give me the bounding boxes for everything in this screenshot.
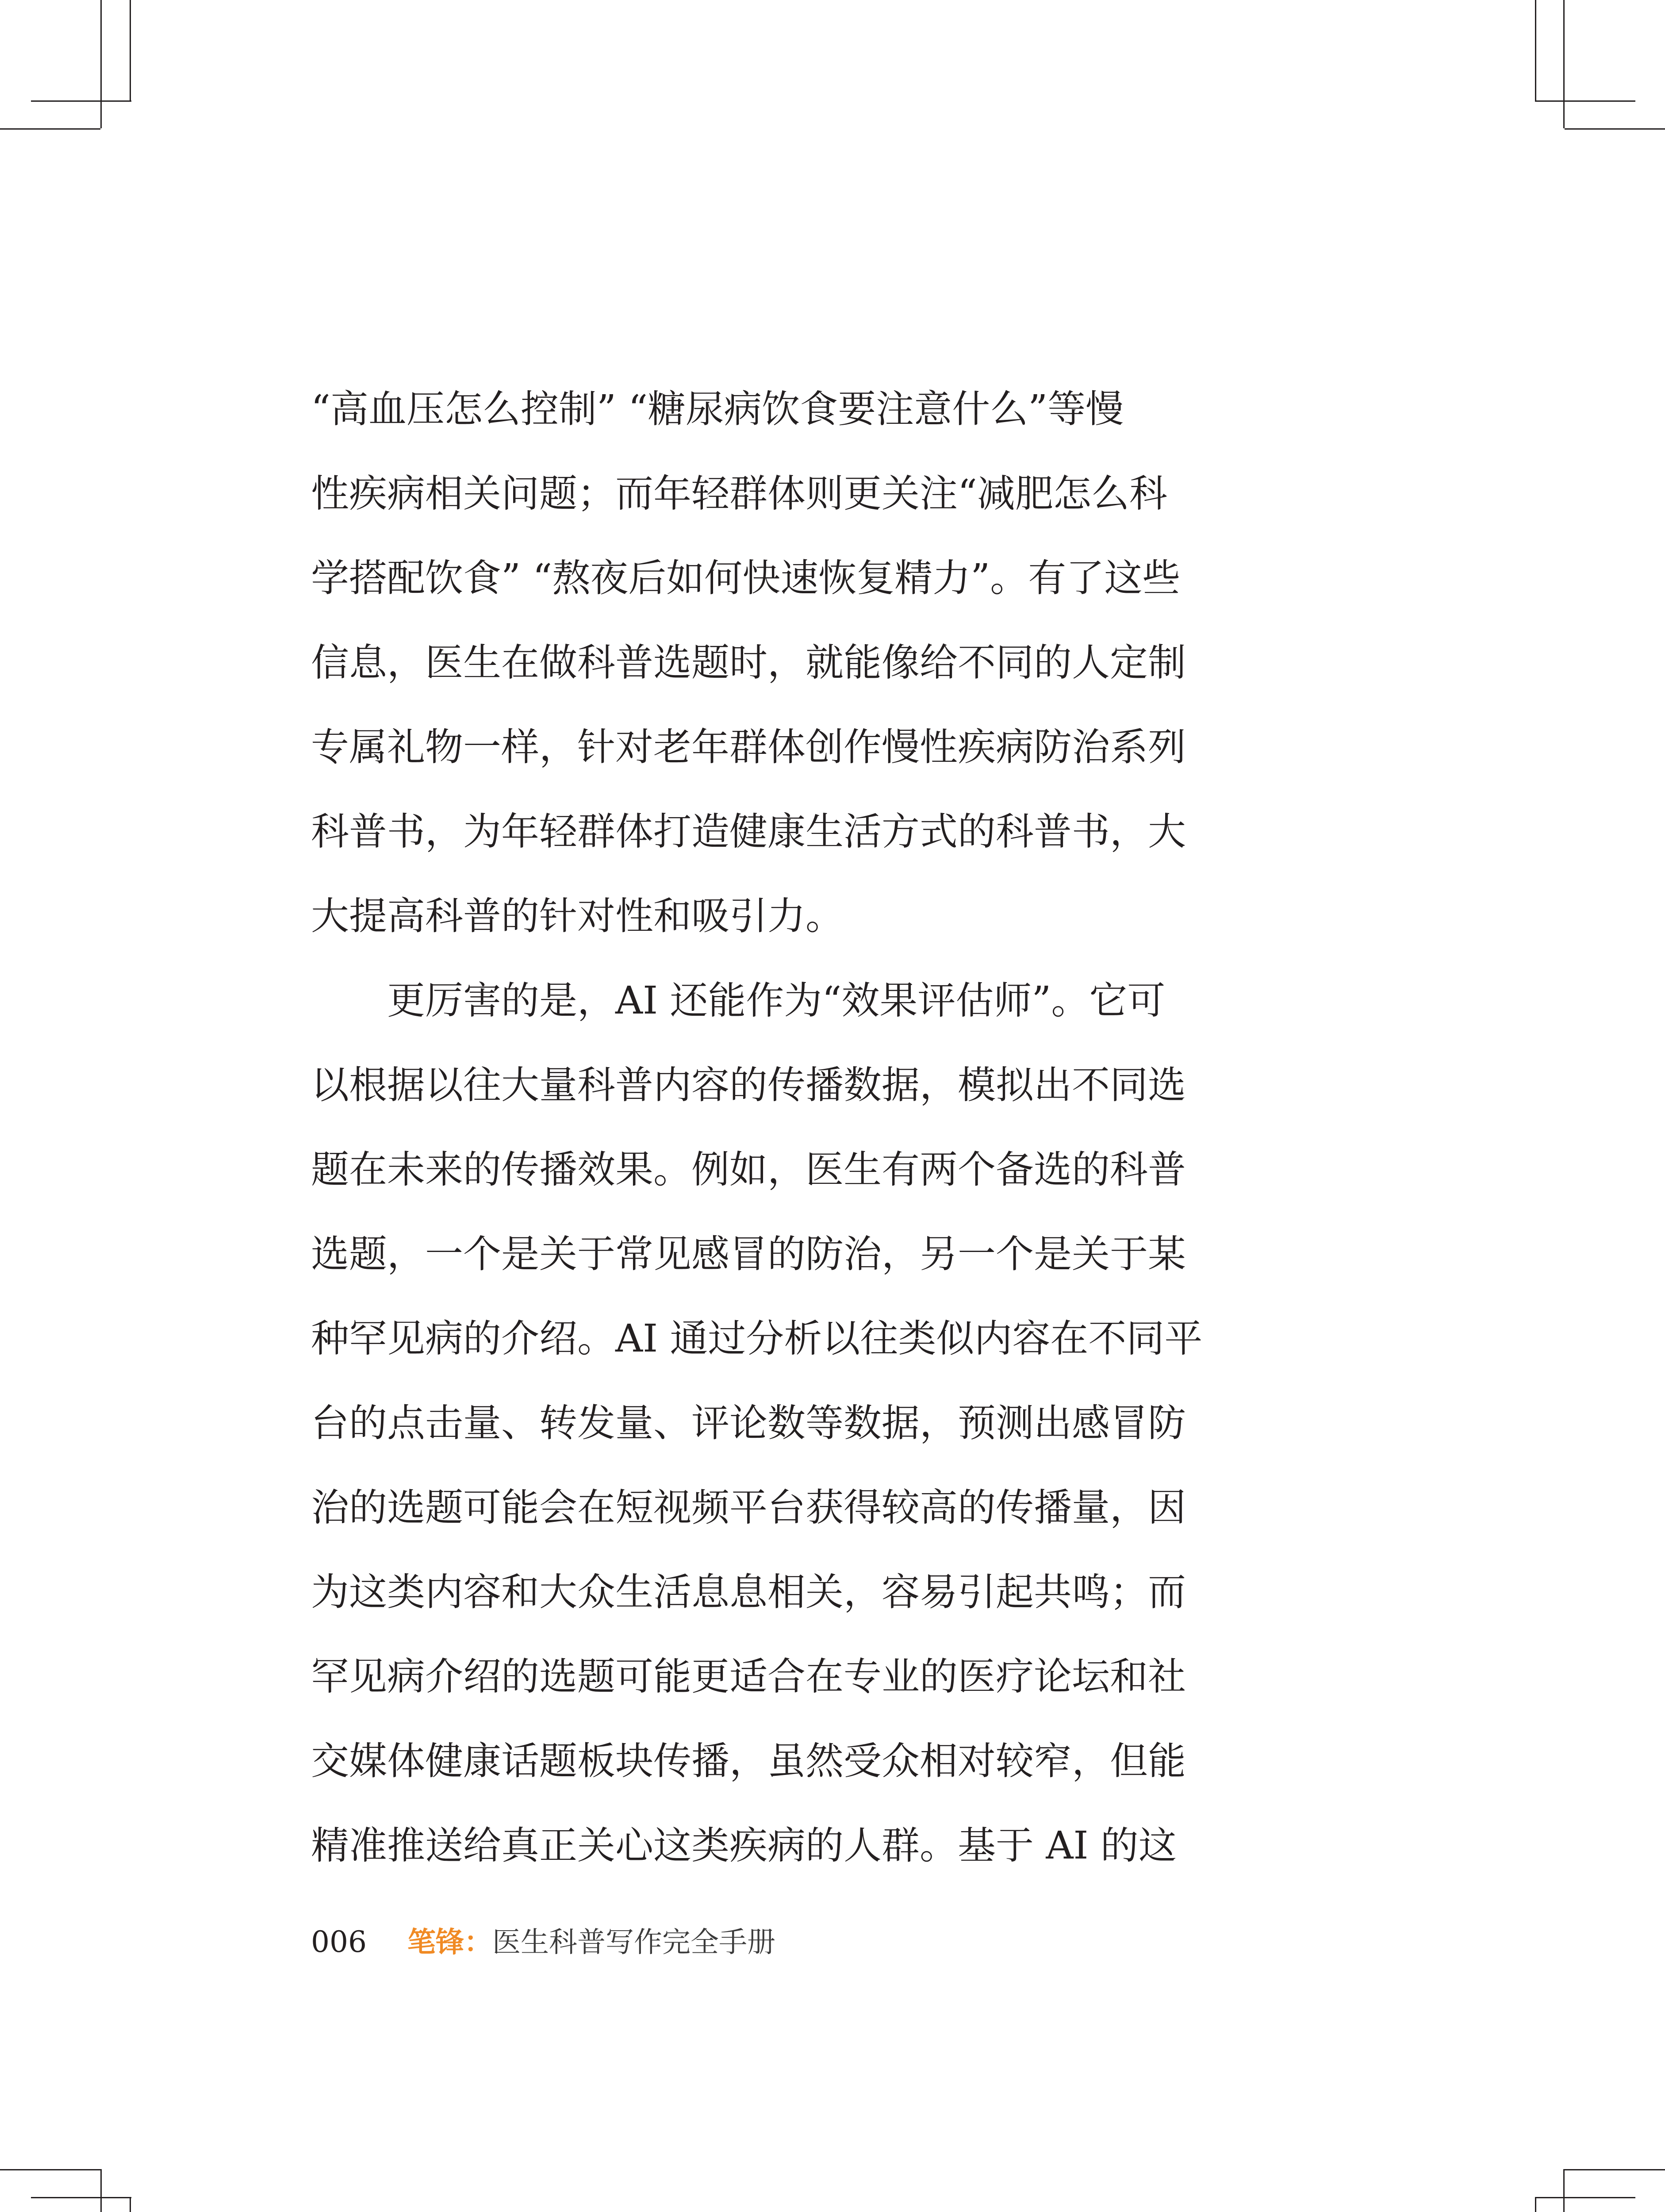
paragraph-2-line-6: 台的点击量、转发量、评论数等数据，预测出感冒防 (311, 1401, 1186, 1445)
crop-mark-bottom-right-h2 (1535, 2197, 1635, 2198)
paragraph-1-line-6: 科普书，为年轻群体打造健康生活方式的科普书，大 (311, 810, 1186, 854)
paragraph-2-line-4: 选题，一个是关于常见感冒的防治，另一个是关于某 (311, 1232, 1186, 1276)
crop-mark-top-left-v (100, 0, 102, 128)
crop-mark-bottom-right-v2 (1535, 2197, 1536, 2212)
paragraph-1-line-3: 学搭配饮食” “熬夜后如何快速恢复精力”。有了这些 (311, 556, 1181, 600)
page-number: 006 (311, 1925, 367, 1959)
crop-mark-bottom-right-h (1565, 2169, 1665, 2170)
paragraph-1-line-4: 信息，医生在做科普选题时，就能像给不同的人定制 (311, 641, 1186, 685)
paragraph-1-line-1: “高血压怎么控制” “糖尿病饮食要注意什么”等慢 (311, 387, 1124, 431)
crop-mark-top-left-h (0, 128, 100, 130)
crop-mark-top-left-v2 (130, 0, 131, 102)
crop-mark-top-right-h2 (1535, 100, 1635, 102)
paragraph-1-line-2: 性疾病相关问题；而年轻群体则更关注“减肥怎么科 (311, 472, 1167, 516)
paragraph-2-line-7: 治的选题可能会在短视频平台获得较高的传播量，因 (311, 1486, 1186, 1530)
paragraph-2-line-3: 题在未来的传播效果。例如，医生有两个备选的科普 (311, 1148, 1186, 1192)
paragraph-2-line-11: 精准推送给真正关心这类疾病的人群。基于 AI 的这 (311, 1824, 1177, 1868)
paragraph-2-line-1: 更厉害的是，AI 还能作为“效果评估师”。它可 (387, 979, 1166, 1023)
paragraph-2-line-8: 为这类内容和大众生活息息相关，容易引起共鸣；而 (311, 1570, 1186, 1614)
book-brand: 笔锋： (407, 1926, 492, 1959)
paragraph-2-line-5: 种罕见病的介绍。AI 通过分析以往类似内容在不同平 (311, 1317, 1203, 1361)
crop-mark-top-right-v (1563, 0, 1565, 128)
paragraph-2-line-9: 罕见病介绍的选题可能更适合在专业的医疗论坛和社 (311, 1655, 1186, 1699)
page-footer (311, 1922, 775, 1962)
crop-mark-bottom-left-h2 (31, 2197, 131, 2198)
crop-mark-bottom-left-v2 (130, 2197, 131, 2212)
crop-mark-bottom-left-h (0, 2169, 100, 2170)
paragraph-2-line-10: 交媒体健康话题板块传播，虽然受众相对较窄，但能 (311, 1739, 1186, 1783)
crop-mark-bottom-right-v (1563, 2169, 1565, 2212)
paragraph-1-line-7: 大提高科普的针对性和吸引力。 (311, 894, 844, 938)
crop-mark-top-right-v2 (1535, 0, 1536, 102)
body-text (311, 367, 1203, 1888)
crop-mark-top-right-h (1565, 128, 1665, 130)
paragraph-1-line-5: 专属礼物一样，针对老年群体创作慢性疾病防治系列 (311, 725, 1186, 769)
crop-mark-bottom-left-v (100, 2169, 102, 2212)
crop-mark-top-left-h2 (31, 100, 131, 102)
book-title: 医生科普写作完全手册 (492, 1926, 775, 1959)
paragraph-2-line-2: 以根据以往大量科普内容的传播数据，模拟出不同选 (311, 1063, 1186, 1107)
